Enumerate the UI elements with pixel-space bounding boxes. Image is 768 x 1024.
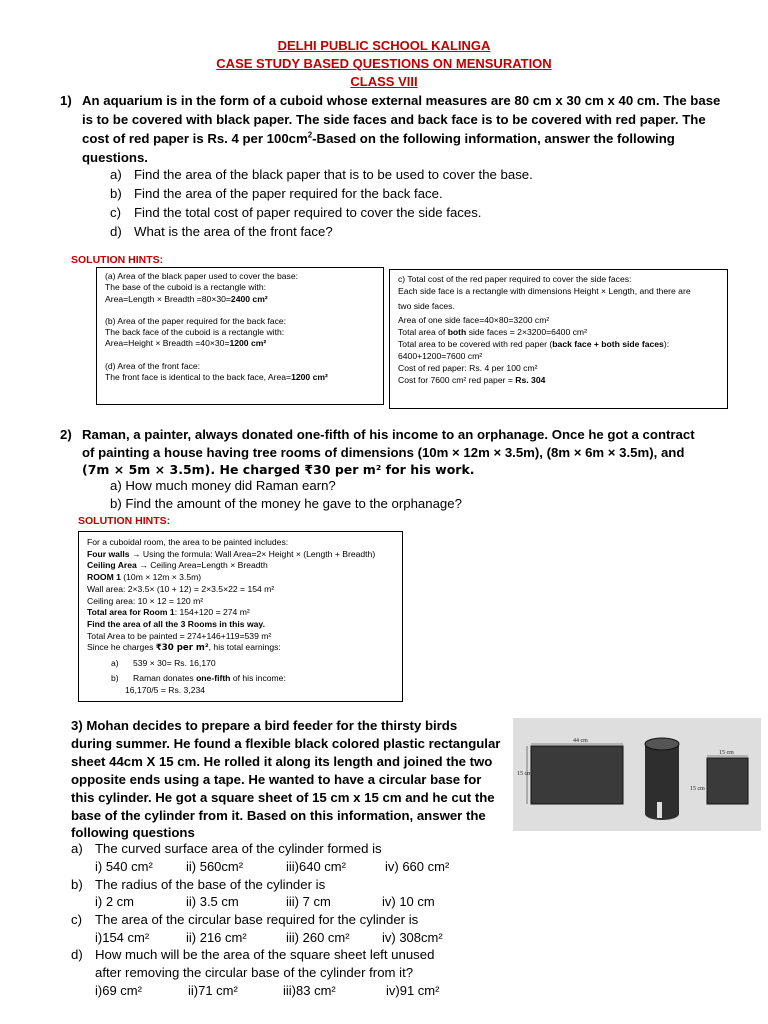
solution-hints-label: SOLUTION HINTS:	[78, 515, 171, 527]
bird-feeder-figure	[513, 718, 761, 831]
figure-drawing	[513, 718, 761, 831]
solution-box-left: (a) Area of the black paper used to cover the base: The base of the cuboid is a rectangle with: Area=Length × Breadth =80×30=2400 cm² (b) Area of the paper required for the back face: The back face of the cuboid is a rectangle with: Area=Height × Breadth =40×30=1200 cm² (d) Area of the front face: The front face is identical to the back face, Area=1200 cm²	[96, 267, 384, 405]
solution-box: For a cuboidal room, the area to be painted includes: Four walls → Using the formula: Wall Area=2× Height × (Length + Breadth) Ceiling Area → Ceiling Area=Length × Breadth ROOM 1 (10m × 12m × 3.5m) Wall area: 2×3.5× (10 + 12) = 2×3.5×22 = 154 m² Ceiling area: 10 × 12 = 120 m² Total area for Room 1: 154+120 = 274 m² Find the area of all the 3 Rooms in this way. Total Area to be painted = 274+146+119=539 m² Since he charges ₹30 per m², his total earnings: a) 539 × 30= Rs. 16,170 b) Raman donates one-fifth of his income: 16,170/5 = Rs. 3,234	[78, 531, 403, 702]
dimension-label: 15 cm	[719, 750, 734, 756]
solution-box-right: c) Total cost of the red paper required to cover the side faces: Each side face is a rectangle with dimensions Height × Length, and there are two side faces. Area of one side face=40×80=3200 cm² Total area of both side faces = 2×3200=6400 cm² Total area to be covered with red paper (back face + both side faces): 6400+1200=7600 cm² Cost of red paper: Rs. 4 per 100 cm² Cost for 7600 cm² red paper = Rs. 304	[389, 269, 728, 409]
question-3-line-5: this cylinder. He got a square sheet of 15 cm x 15 cm and he cut the	[71, 790, 495, 805]
option: iv) 660 cm²	[385, 859, 450, 874]
sub-question: a) How much money did Raman earn?	[110, 478, 336, 493]
question-number: 2)	[60, 427, 72, 442]
question-2-line-3: (7m × 5m × 3.5m). He charged ₹30 per m² for his work.	[82, 462, 475, 477]
option: iii)83 cm²	[283, 983, 336, 998]
question-number: 1)	[60, 93, 72, 108]
question-3-line-1: 3) Mohan decides to prepare a bird feeder for the thirsty birds	[71, 718, 458, 733]
square-sheet	[707, 758, 748, 804]
dimension-label: 44 cm	[573, 738, 588, 744]
rectangular-sheet	[531, 746, 623, 804]
option: iii) 260 cm²	[286, 930, 350, 945]
option: ii) 560cm²	[186, 859, 244, 874]
question-1-line-4: questions.	[82, 150, 148, 165]
option: i)69 cm²	[95, 983, 142, 998]
class-label: CLASS VIII	[350, 74, 418, 89]
option: ii) 3.5 cm	[186, 894, 239, 909]
option: i)154 cm²	[95, 930, 150, 945]
question-1-line-1: An aquarium is in the form of a cuboid whose external measures are 80 cm x 30 cm x 40 cm. The base	[82, 93, 721, 108]
question-1-line-2: is to be covered with black paper. The side faces and back face is to be covered with red paper. The	[82, 112, 706, 127]
document-title: CASE STUDY BASED QUESTIONS ON MENSURATION	[216, 56, 552, 71]
sub-question: b) Find the amount of the money he gave to the orphanage?	[110, 496, 462, 511]
option: i) 2 cm	[95, 894, 134, 909]
option: ii) 216 cm²	[186, 930, 247, 945]
option: iv) 10 cm	[382, 894, 435, 909]
mcq-question-continued: after removing the circular base of the cylinder from it?	[95, 965, 414, 980]
solution-hints-label: SOLUTION HINTS:	[71, 254, 164, 266]
question-3-line-7: following questions	[71, 825, 195, 840]
option: iv)91 cm²	[386, 983, 440, 998]
option: iv) 308cm²	[382, 930, 443, 945]
question-2-line-1: Raman, a painter, always donated one-fifth of his income to an orphanage. Once he got a contract	[82, 427, 695, 442]
dimension-label: 15 cm	[690, 786, 705, 792]
school-name: DELHI PUBLIC SCHOOL KALINGA	[277, 38, 491, 53]
question-3-line-6: base of the cylinder from it. Based on this information, answer the	[71, 808, 486, 823]
question-2-line-2: of painting a house having tree rooms of dimensions (10m × 12m × 3.5m), (8m × 6m × 3.5m), and	[82, 445, 685, 460]
question-3-line-3: sheet 44cm X 15 cm. He rolled it along its length and joined the two	[71, 754, 493, 769]
question-1-line-3: cost of red paper is Rs. 4 per $100cm^2$-Based on the following information, answer the following	[82, 130, 675, 146]
option: iii) 7 cm	[286, 894, 331, 909]
option: ii)71 cm²	[188, 983, 238, 998]
question-3-line-4: opposite ends using a tape. He wanted to have a circular base for	[71, 772, 482, 787]
question-3-line-2: during summer. He found a flexible black colored plastic rectangular	[71, 736, 501, 751]
cylinder	[645, 738, 679, 820]
option: i) 540 cm²	[95, 859, 153, 874]
option: iii)640 cm²	[286, 859, 346, 874]
dimension-label: 15 cm	[517, 771, 532, 777]
